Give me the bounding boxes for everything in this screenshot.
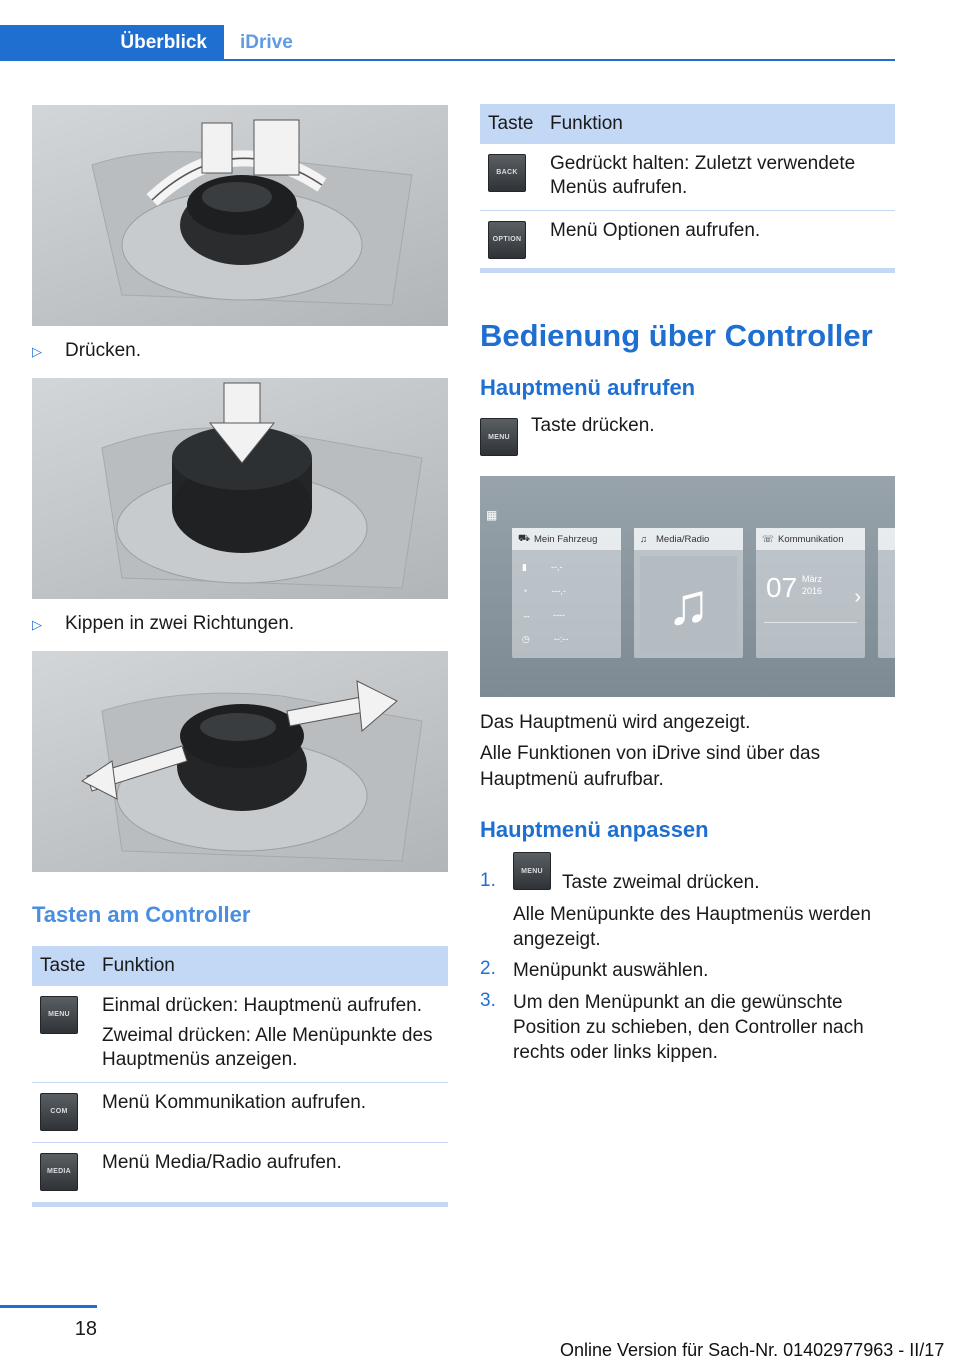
function-text: Menü Kommunikation aufrufen. bbox=[102, 1092, 367, 1113]
function-text: Zweimal drücken: Alle Menüpunkte des Hauptmenüs anzeigen. bbox=[102, 1025, 433, 1070]
back-key-icon: BACK bbox=[488, 154, 526, 192]
distance-icon: ↔ bbox=[522, 610, 531, 620]
tab-idrive[interactable]: iDrive bbox=[240, 32, 293, 53]
menu-grid-icon: ▦ bbox=[486, 508, 498, 522]
col-header-function: Funktion bbox=[542, 104, 895, 144]
media-key-icon: MEDIA bbox=[40, 1153, 78, 1191]
table-row bbox=[32, 986, 448, 1083]
paragraph-menu-shown: Das Hauptmenü wird angezeigt. bbox=[480, 712, 751, 733]
date-day: 07 bbox=[766, 572, 798, 603]
tile-row: ▮ --,- bbox=[522, 562, 563, 572]
com-key-icon: COM bbox=[40, 1093, 78, 1131]
menu-key-icon: MENU bbox=[40, 996, 78, 1034]
table-end-bar bbox=[480, 268, 895, 273]
tile-partial bbox=[878, 528, 895, 658]
step-1-text: Taste zweimal drücken. bbox=[562, 872, 760, 893]
col-header-key: Taste bbox=[480, 104, 542, 144]
table-row bbox=[32, 1143, 448, 1203]
step-2-text: Menüpunkt auswählen. bbox=[513, 960, 709, 981]
clock-icon: ◷ bbox=[522, 634, 530, 644]
step-number: 3. bbox=[480, 990, 496, 1011]
main-title: Bedienung über Controller bbox=[480, 318, 873, 353]
bullet-tilt-text: Kippen in zwei Richtungen. bbox=[65, 613, 295, 634]
instruction-text: Taste drücken. bbox=[531, 415, 655, 436]
subtitle-hauptmenu-anpassen: Hauptmenü anpassen bbox=[480, 817, 709, 842]
tile-row: ↔ ---- bbox=[522, 610, 565, 620]
function-text: Gedrückt halten: Zuletzt verwendete Menüs aufrufen. bbox=[550, 153, 856, 198]
tab-ueberblick[interactable]: Überblick bbox=[0, 25, 224, 61]
col-header-key: Taste bbox=[32, 946, 94, 986]
tile-title: Media/Radio bbox=[656, 533, 710, 545]
paragraph-functions: Alle Funktionen von iDrive sind über das Hauptmenü aufrufbar. bbox=[480, 743, 821, 790]
controller-keys-table bbox=[32, 946, 448, 1203]
fuel-icon: ▮ bbox=[522, 562, 527, 572]
section-title-tasten: Tasten am Controller bbox=[32, 902, 251, 927]
date-month: März bbox=[802, 574, 822, 584]
triangle-bullet-icon: ▷ bbox=[32, 344, 42, 359]
phone-icon: ☏ bbox=[762, 533, 774, 545]
step-3-text: Um den Menüpunkt an die gewünschte Position zu schieben, den Controller nach rechts oder links kippen. bbox=[513, 992, 864, 1063]
chevron-right-icon[interactable]: › bbox=[854, 586, 861, 608]
tile-title: Kommunikation bbox=[778, 533, 844, 545]
tile-mein-fahrzeug bbox=[512, 528, 621, 658]
tile-header bbox=[512, 528, 621, 550]
function-text: Menü Optionen aufrufen. bbox=[550, 220, 761, 241]
controller-rotate-image bbox=[32, 105, 448, 326]
page-number: 18 bbox=[74, 1318, 97, 1340]
car-icon: ⛟ bbox=[518, 533, 530, 544]
menu-key-icon: MENU bbox=[480, 418, 518, 456]
tile-row: ◔ ---,- bbox=[522, 586, 566, 596]
tile-kommunikation bbox=[756, 528, 865, 658]
main-menu-screenshot bbox=[480, 476, 895, 697]
controller-press-image bbox=[32, 378, 448, 599]
date-year: 2016 bbox=[802, 586, 823, 596]
step-number: 2. bbox=[480, 958, 496, 979]
option-key-icon: OPTION bbox=[488, 221, 526, 259]
step-1-extra: Alle Menüpunkte des Hauptmenüs werden angezeigt. bbox=[513, 904, 872, 950]
menu-key-icon: MENU bbox=[513, 852, 551, 890]
table-end-bar bbox=[32, 1202, 448, 1207]
bullet-press-text: Drücken. bbox=[65, 340, 142, 361]
step-number: 1. bbox=[480, 870, 496, 891]
controller-keys-table-cont bbox=[480, 104, 895, 269]
bullet-tilt bbox=[32, 613, 294, 635]
table-row bbox=[480, 144, 895, 211]
footer-version: Online Version für Sach-Nr. 01402977963 - II/17 bbox=[560, 1340, 945, 1360]
table-row bbox=[480, 211, 895, 270]
function-text: Einmal drücken: Hauptmenü aufrufen. bbox=[102, 995, 423, 1016]
col-header-function: Funktion bbox=[94, 946, 448, 986]
tile-header bbox=[634, 528, 743, 550]
function-text: Menü Media/Radio aufrufen. bbox=[102, 1152, 342, 1173]
triangle-bullet-icon: ▷ bbox=[32, 617, 42, 632]
tile-row: ◷ --:-- bbox=[522, 634, 569, 644]
tile-media-radio bbox=[634, 528, 743, 658]
music-cover-icon: ♫ bbox=[640, 556, 737, 652]
bullet-press bbox=[32, 340, 141, 362]
page-header bbox=[0, 25, 895, 61]
tile-title: Mein Fahrzeug bbox=[534, 533, 598, 545]
controller-tilt-image bbox=[32, 651, 448, 872]
gauge-icon: ◔ bbox=[522, 586, 528, 596]
tile-header bbox=[756, 528, 865, 550]
footer-rule bbox=[0, 1305, 97, 1308]
subtitle-hauptmenu-aufrufen: Hauptmenü aufrufen bbox=[480, 375, 696, 400]
music-note-icon: ♫ bbox=[640, 533, 648, 545]
table-row bbox=[32, 1083, 448, 1143]
